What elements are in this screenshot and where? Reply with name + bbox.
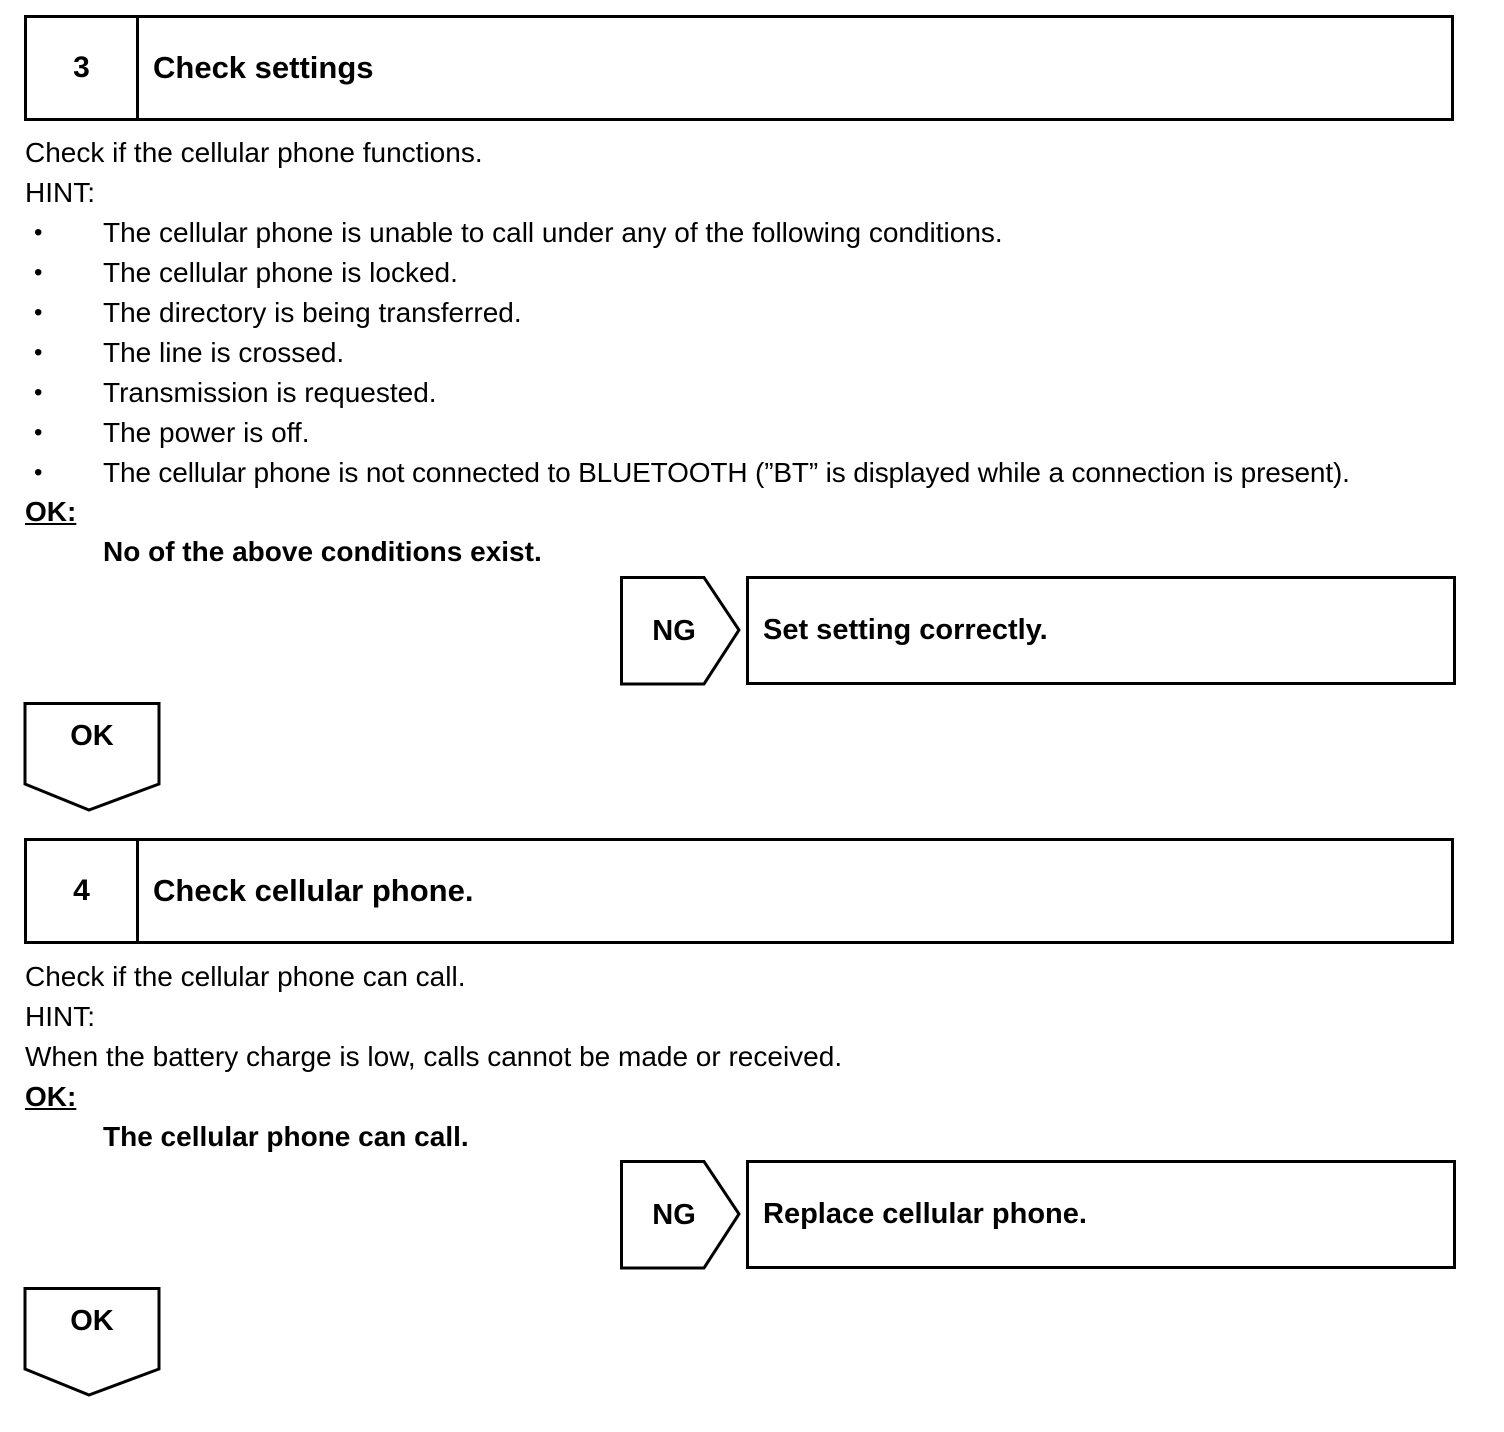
- list-item: The cellular phone is locked.: [103, 257, 458, 288]
- step-4-ng-label: NG: [652, 1198, 696, 1231]
- step-3-ok-label: OK:: [25, 496, 77, 527]
- list-item: The directory is being transferred.: [103, 297, 522, 328]
- step-4-ng-action: Replace cellular phone.: [746, 1160, 1456, 1269]
- list-item: The cellular phone is unable to call under any of the following conditions.: [103, 217, 1003, 248]
- step-4-title: Check cellular phone.: [153, 873, 474, 908]
- ok-arrow-icon: [22, 1287, 162, 1399]
- bullet-icon: •: [34, 379, 43, 406]
- step-4-ng-arrow: [620, 1160, 744, 1270]
- bullet-icon: •: [34, 419, 43, 446]
- bullet-icon: •: [34, 299, 43, 326]
- list-item: The power is off.: [103, 417, 310, 448]
- step-3-hint-label: HINT:: [25, 177, 95, 208]
- step-4-hint-text: When the battery charge is low, calls cannot be made or received.: [25, 1041, 843, 1072]
- step-3-ng-arrow: [620, 576, 744, 686]
- step-4-ok-label: OK:: [25, 1081, 77, 1112]
- step-3-number: 3: [27, 18, 139, 118]
- step-3-ok-arrow: [22, 702, 162, 814]
- step-3-header: [24, 15, 1454, 121]
- step-3-title: Check settings: [153, 50, 374, 85]
- step-4-ok-arrow: [22, 1287, 162, 1399]
- step-3-instruction: Check if the cellular phone functions.: [25, 137, 483, 168]
- step-3-ok-arrow-label: OK: [70, 720, 114, 752]
- step-4-header: [24, 838, 1454, 944]
- step-4-number: 4: [27, 841, 139, 941]
- list-item: The line is crossed.: [103, 337, 345, 368]
- bullet-icon: •: [34, 259, 43, 286]
- list-item: The cellular phone is not connected to BLUETOOTH (”BT” is displayed while a connection is present).: [103, 457, 1350, 488]
- bullet-icon: •: [34, 459, 43, 486]
- step-3-ng-action: Set setting correctly.: [746, 576, 1456, 685]
- step-4-hint-label: HINT:: [25, 1001, 95, 1032]
- bullet-icon: •: [34, 219, 43, 246]
- ok-arrow-icon: [22, 702, 162, 814]
- step-3-ok-condition: No of the above conditions exist.: [103, 536, 542, 567]
- step-4-instruction: Check if the cellular phone can call.: [25, 961, 466, 992]
- step-4-ok-condition: The cellular phone can call.: [103, 1121, 469, 1152]
- step-3-ng-label: NG: [652, 614, 696, 647]
- bullet-icon: •: [34, 339, 43, 366]
- step-4-ok-arrow-label: OK: [70, 1305, 114, 1337]
- list-item: Transmission is requested.: [103, 377, 437, 408]
